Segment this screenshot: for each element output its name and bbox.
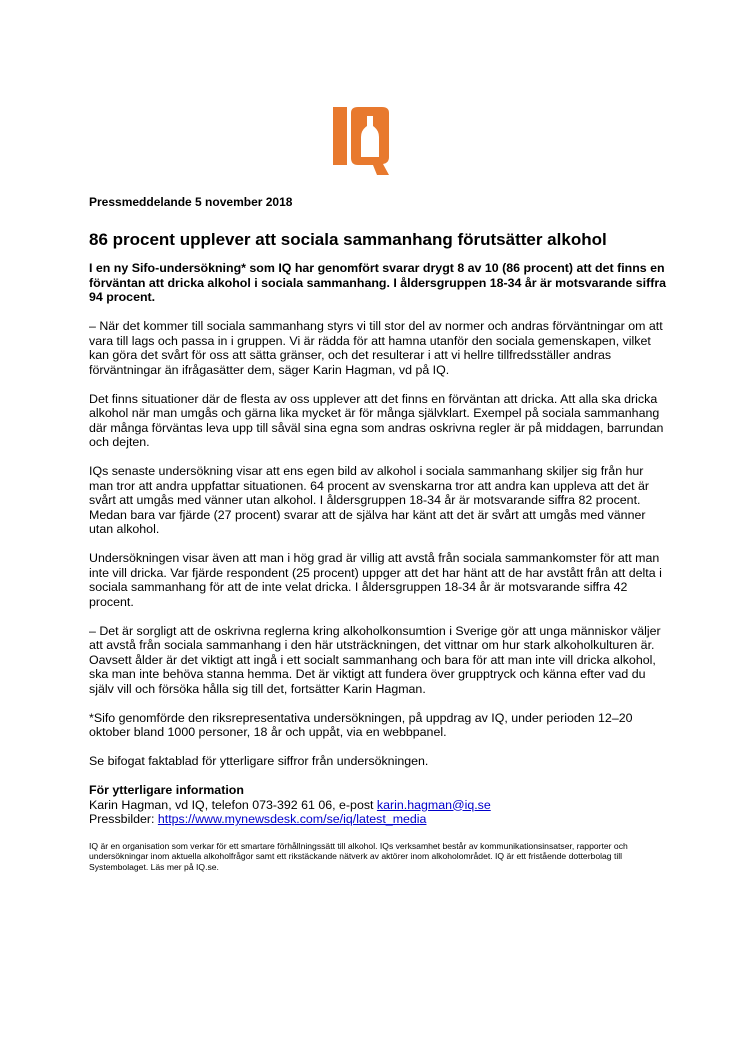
iq-logo-mark bbox=[333, 107, 395, 175]
body-paragraph: – När det kommer till sociala sammanhang styrs vi till stor del av normer och andras förväntningar om att vara till lags och passa in i gruppen. Vi är rädda för att hamna utanför den sociala gemenskapen, vilket kan göra det svårt för oss att sätta gränser, och det resulterar i att vi hellre tillfredsställer andras förväntningar än ifrågasätter dem, säger Karin Hagman, vd på IQ. bbox=[89, 319, 663, 377]
press-release bbox=[89, 195, 669, 872]
attachment-note: Se bifogat faktablad för ytterligare siffror från undersökningen. bbox=[89, 754, 429, 768]
about-iq-footnote: IQ är en organisation som verkar för ett smartare förhållningssätt till alkohol. IQs verksamhet består av kommunikationsinsatser, rapporter och undersökningar inom aktuella alkoholfrågor samt ett rikstäckande nätverk av aktörer inom alkoholområdet. IQ är ett fristående dotterbolag till Systembolaget. Läs mer på IQ.se. bbox=[89, 840, 628, 872]
contact-heading: För ytterligare information bbox=[89, 783, 244, 797]
contact-person: Karin Hagman, vd IQ, telefon 073-392 61 06, e-post bbox=[89, 797, 377, 812]
body-paragraph: Undersökningen visar även att man i hög grad är villig att avstå från sociala sammankomster för att man inte vill dricka. Var fjärde respondent (25 procent) uppger att det har hänt att de har avstått från att delta i sociala sammanhang för att de inte velat dricka. I åldersgruppen 18-34 år är motsvarande siffra 42 procent. bbox=[89, 551, 662, 609]
body-paragraph: – Det är sorgligt att de oskrivna reglerna kring alkoholkonsumtion i Sverige gör att unga människor väljer att avstå från sociala sammanhang i den här utsträckningen, det vittnar om hur stark alkoholkulturen är. Oavsett ålder är det viktigt att ingå i ett socialt sammanhang och bara för att man inte vill dricka alkohol, ska man inte behöva stanna hemma. Det är viktigt att fundera över grupptryck och känna efter vad du själv vill och försöka hålla sig till det, fortsätter Karin Hagman. bbox=[89, 623, 661, 696]
lead-paragraph: I en ny Sifo-undersökning* som IQ har genomfört svarar drygt 8 av 10 (86 procent) att det finns en förväntan att dricka alkohol i sociala sammanhang. I åldersgruppen 18-34 år är motsvarande siffra 94 procent. bbox=[89, 261, 667, 304]
press-images-link[interactable]: https://www.mynewsdesk.com/se/iq/latest_media bbox=[157, 812, 427, 826]
page-title: 86 procent upplever att sociala sammanhang förutsätter alkohol bbox=[89, 230, 607, 249]
contact-section bbox=[89, 783, 669, 827]
body-paragraph: Det finns situationer där de flesta av oss upplever att det finns en förväntan att dricka. Att alla ska dricka alkohol när man umgås och gärna lika mycket är för många självklart. Exempel på sociala sammanhang där många förväntas leva upp till såväl sina egna som andras oskrivna regler är på middagen, barrundan och dejten. bbox=[89, 391, 664, 449]
release-date: Pressmeddelande 5 november 2018 bbox=[89, 195, 293, 209]
survey-note: *Sifo genomförde den riksrepresentativa undersökningen, på uppdrag av IQ, under perioden 12–20 oktober bland 1000 personer, 18 år och uppåt, via en webbpanel. bbox=[89, 710, 633, 739]
iq-logo bbox=[333, 107, 395, 175]
email-link[interactable]: karin.hagman@iq.se bbox=[376, 797, 491, 812]
body-paragraph: IQs senaste undersökning visar att ens egen bild av alkohol i sociala sammanhang skiljer sig från hur man tror att andra uppfattar situationen. 64 procent av svenskarna tror att andra kan uppleva att det är svårt att umgås med vänner utan alkohol. I åldersgruppen 18-34 år är motsvarande siffra 82 procent. Medan bara var fjärde (27 procent) svarar att de själva har känt att det är svårt att umgås med vänner utan alkohol. bbox=[89, 464, 649, 536]
press-images-label: Pressbilder: bbox=[89, 812, 158, 826]
